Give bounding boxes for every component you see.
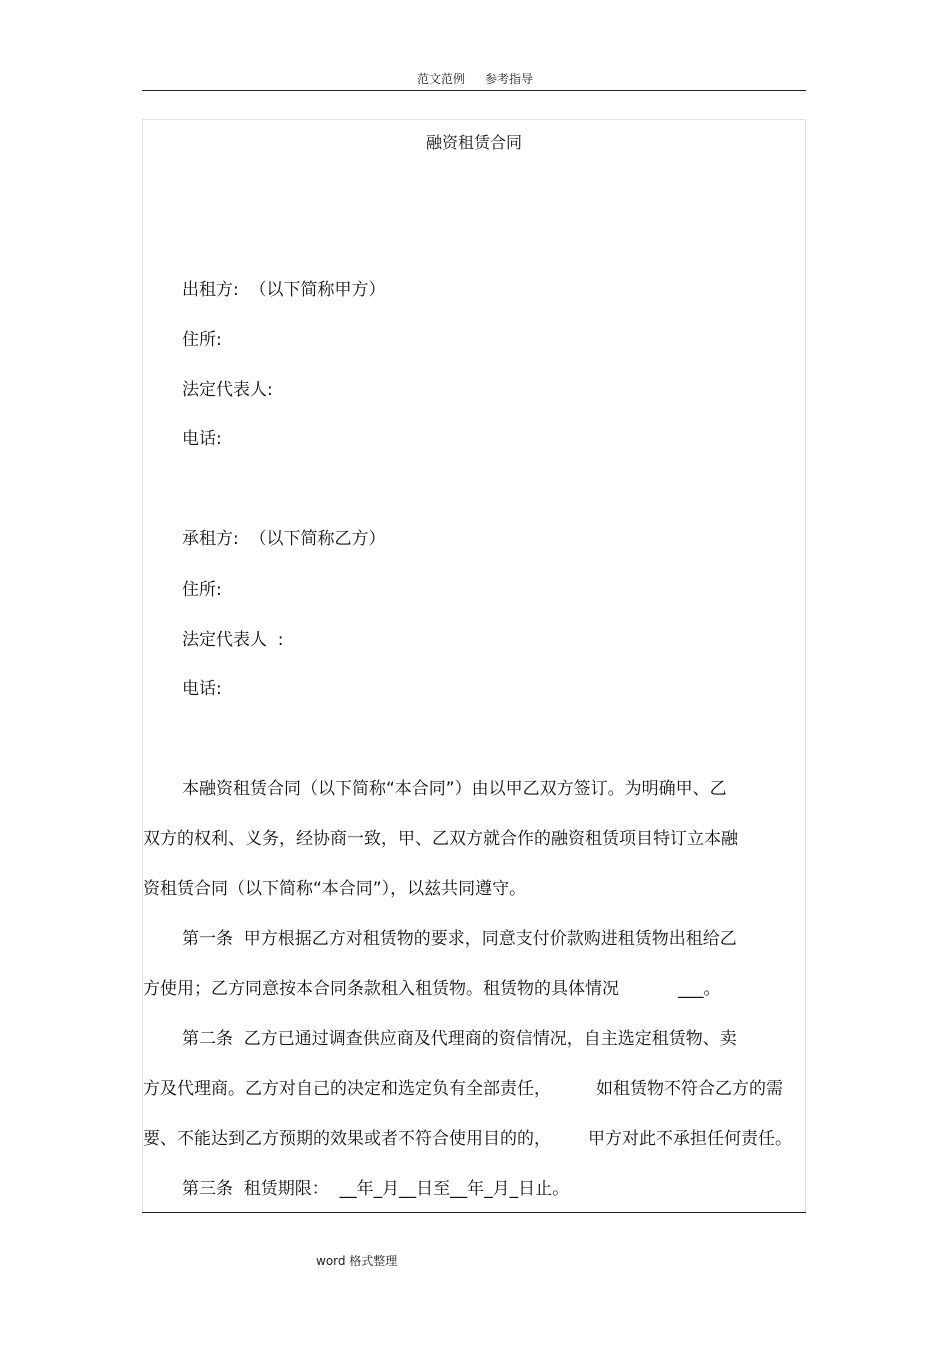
article1-blank: ___。 bbox=[678, 979, 721, 999]
article2-line-2b: 如租赁物不符合乙方的需 bbox=[596, 1079, 783, 1099]
article2-line-3a: 要、不能达到乙方预期的效果或者不符合使用目的的， bbox=[143, 1129, 551, 1149]
article2-line-2a: 方及代理商。乙方对自己的决定和选定负有全部责任， bbox=[143, 1079, 551, 1099]
page-footer: word 格式整理 bbox=[316, 1254, 398, 1268]
article3-line: 第三条 租赁期限： __年_月__日至__年_月_日止。 bbox=[182, 1179, 570, 1199]
header-left: 范文范例 bbox=[416, 72, 465, 86]
article1-line-2: 方使用；乙方同意按本合同条款租入租赁物。租赁物的具体情况 bbox=[143, 979, 619, 999]
page-header bbox=[0, 70, 950, 87]
lessee-rep-label: 法定代表人 : bbox=[182, 630, 284, 650]
lessee-address-label: 住所: bbox=[182, 580, 222, 600]
document-title: 融资租赁合同 bbox=[425, 133, 522, 152]
intro-line-3: 资租赁合同（以下简称“本合同”），以兹共同遵守。 bbox=[143, 879, 527, 899]
article2-line-3b: 甲方对此不承担任何责任。 bbox=[588, 1129, 792, 1149]
lessor-address-label: 住所: bbox=[182, 330, 222, 350]
lessor-phone-label: 电话: bbox=[182, 429, 222, 449]
lessee-name-label: 承租方: （以下简称乙方） bbox=[182, 529, 386, 549]
intro-line-1: 本融资租赁合同（以下简称“本合同”）由以甲乙双方签订。为明确甲、乙 bbox=[182, 779, 727, 799]
article2-line-1: 第二条 乙方已通过调查供应商及代理商的资信情况，自主选定租赁物、卖 bbox=[182, 1029, 737, 1049]
lessor-name-label: 出租方: （以下简称甲方） bbox=[182, 280, 386, 300]
intro-line-2: 双方的权利、义务，经协商一致，甲、乙双方就合作的融资租赁项目特订立本融 bbox=[143, 829, 738, 849]
article1-line-1: 第一条 甲方根据乙方对租赁物的要求，同意支付价款购进租赁物出租给乙 bbox=[182, 929, 737, 949]
lessee-phone-label: 电话: bbox=[182, 679, 222, 699]
lessor-rep-label: 法定代表人: bbox=[182, 380, 273, 400]
header-right: 参考指导 bbox=[485, 72, 534, 86]
header-divider bbox=[142, 90, 806, 91]
footer-divider bbox=[142, 1212, 806, 1213]
